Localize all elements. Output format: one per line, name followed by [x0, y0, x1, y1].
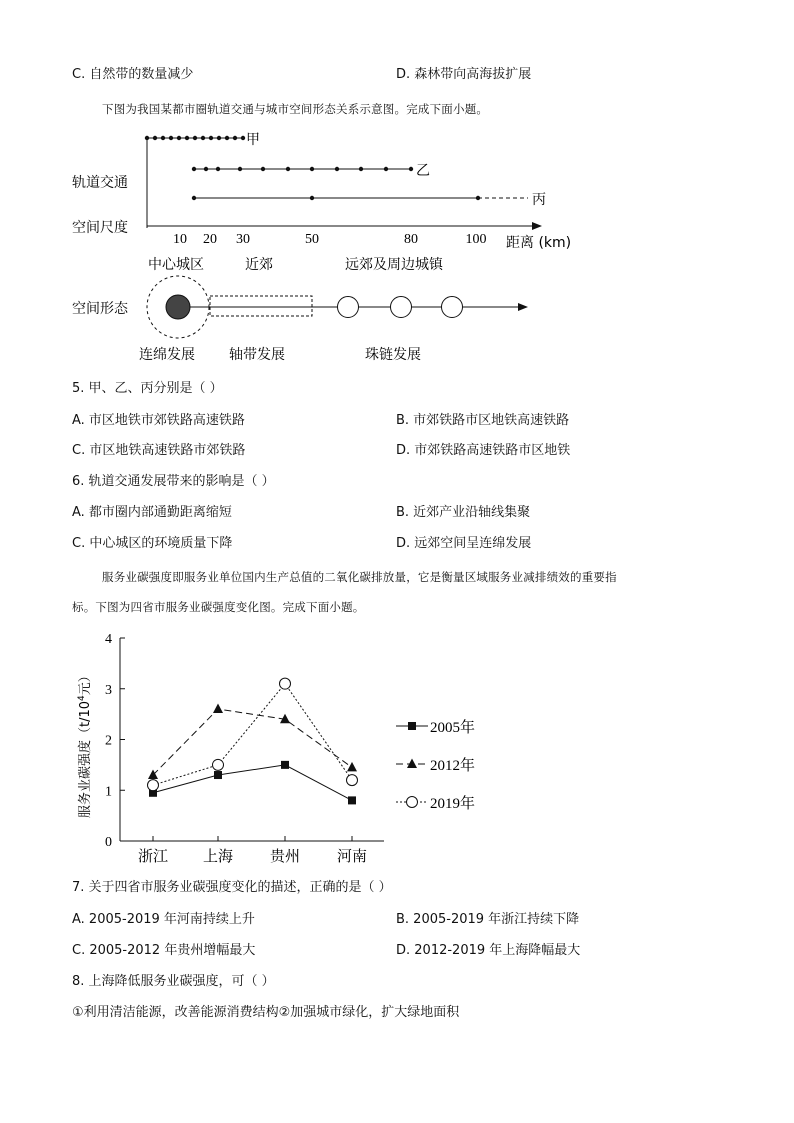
- q6-option-a: A. 都市圈内部通勤距离缩短: [72, 505, 232, 520]
- tick-100: 100: [465, 232, 487, 247]
- y-tick-label: 3: [105, 682, 112, 698]
- y-tick-label: 1: [105, 784, 112, 800]
- legend-label: 2012年: [430, 758, 476, 774]
- tick-50: 50: [305, 232, 319, 247]
- data-point-circle: [407, 797, 418, 808]
- q7-option-d: D. 2012-2019 年上海降幅最大: [396, 943, 581, 958]
- q5-option-d: D. 市郊铁路高速铁路市区地铁: [396, 443, 571, 458]
- intro-paragraph-2-line-2: 标。下图为四省市服务业碳强度变化图。完成下面小题。: [72, 600, 365, 614]
- data-point-circle: [280, 678, 291, 689]
- data-point-circle: [347, 775, 358, 786]
- row-label-rail: 轨道交通: [72, 175, 128, 191]
- legend-entry: [396, 718, 475, 736]
- x-tick-label: 贵州: [269, 847, 301, 865]
- label-yi: 乙: [416, 163, 430, 179]
- q6-option-c: C. 中心城区的环境质量下降: [72, 536, 233, 551]
- q7-stem: 7. 关于四省市服务业碳强度变化的描述，正确的是（ ）: [72, 880, 392, 895]
- y-tick-label: 4: [105, 632, 112, 647]
- data-point-square: [214, 771, 222, 779]
- q7-option-b: B. 2005-2019 年浙江持续下降: [396, 912, 580, 927]
- chart-labels: [77, 632, 367, 865]
- data-point-triangle: [407, 759, 417, 769]
- data-point-triangle: [347, 762, 357, 772]
- q5-option-b: B. 市郊铁路市区地铁高速铁路: [396, 413, 570, 428]
- distance-label: 距离 (km): [506, 235, 572, 251]
- chart-series: [148, 678, 358, 804]
- q6-stem: 6. 轨道交通发展带来的影响是（ ）: [72, 474, 275, 489]
- data-point-triangle: [213, 704, 223, 714]
- label-bing: 丙: [532, 192, 546, 208]
- q4-option-d: D. 森林带向高海拔扩展: [396, 67, 532, 82]
- legend-entry: [396, 794, 475, 812]
- q6-option-d: D. 远郊空间呈连绵发展: [396, 536, 532, 551]
- row-label-form: 空间形态: [72, 301, 128, 317]
- q5-option-c: C. 市区地铁高速铁路市郊铁路: [72, 443, 246, 458]
- legend-label: 2005年: [430, 720, 476, 736]
- series-2019年: [148, 678, 358, 791]
- q7-option-a: A. 2005-2019 年河南持续上升: [72, 912, 255, 927]
- q5-stem: 5. 甲、乙、丙分别是（ ）: [72, 381, 223, 396]
- chart-axes: [120, 638, 384, 841]
- row-label-scale: 空间尺度: [72, 220, 128, 236]
- series-line: [153, 709, 352, 775]
- tick-30: 30: [236, 232, 250, 247]
- form-continuous: 连绵发展: [139, 347, 195, 363]
- chart-legend: [396, 718, 475, 812]
- series-2005年: [149, 761, 356, 805]
- zone-far: 远郊及周边城镇: [345, 257, 443, 273]
- q5-option-a: A. 市区地铁市郊铁路高速铁路: [72, 413, 245, 428]
- intro-paragraph-1: 下图为我国某都市圈轨道交通与城市空间形态关系示意图。完成下面小题。: [102, 102, 489, 116]
- tick-10: 10: [173, 232, 187, 247]
- form-chain: 珠链发展: [365, 347, 421, 363]
- y-tick-label: 2: [105, 733, 112, 749]
- intro-paragraph-2-line-1: 服务业碳强度即服务业单位国内生产总值的二氧化碳排放量，它是衡量区域服务业减排绩效的重要指: [102, 570, 617, 584]
- data-point-square: [408, 722, 416, 730]
- series-line: [153, 765, 352, 801]
- legend-entry: [396, 756, 475, 774]
- x-tick-label: 浙江: [137, 847, 169, 865]
- tick-80: 80: [404, 232, 418, 247]
- q8-stem: 8. 上海降低服务业碳强度，可（ ）: [72, 974, 275, 989]
- data-point-circle: [148, 780, 159, 791]
- q7-option-c: C. 2005-2012 年贵州增幅最大: [72, 943, 256, 958]
- q8-options: ①利用清洁能源，改善能源消费结构②加强城市绿化，扩大绿地面积: [72, 1005, 460, 1020]
- data-point-square: [281, 761, 289, 769]
- q4-option-c: C. 自然带的数量减少: [72, 67, 194, 82]
- tick-20: 20: [203, 232, 217, 247]
- zone-near: 近郊: [245, 257, 273, 273]
- x-tick-label: 河南: [336, 847, 368, 865]
- y-tick-label: 0: [105, 835, 112, 850]
- q6-option-b: B. 近郊产业沿轴线集聚: [396, 505, 531, 520]
- legend-label: 2019年: [430, 796, 476, 812]
- zone-center: 中心城区: [148, 257, 204, 273]
- x-tick-label: 上海: [202, 847, 234, 865]
- data-point-square: [348, 796, 356, 804]
- label-jia: 甲: [246, 132, 260, 148]
- data-point-circle: [213, 759, 224, 770]
- y-axis-title: 服务业碳强度（$t/10^4$元）: [77, 669, 93, 818]
- form-axis: 轴带发展: [229, 347, 285, 363]
- series-2012年: [148, 704, 357, 779]
